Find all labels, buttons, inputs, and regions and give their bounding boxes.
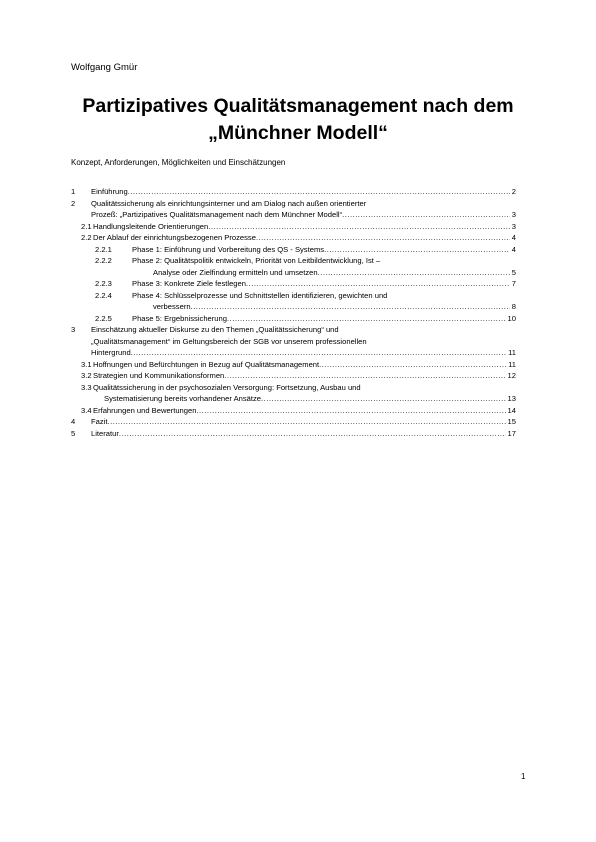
toc-page-number: 7	[511, 279, 516, 288]
toc-entry-number: 2.2.4	[95, 290, 112, 300]
toc-entry[interactable]	[71, 416, 516, 428]
toc-entry-number: 2.2	[81, 233, 92, 242]
toc-leader-dots	[128, 187, 510, 196]
toc-page-number: 12	[507, 371, 516, 380]
toc-entry-text: Hintergrund	[91, 348, 131, 357]
toc-page-number: 10	[507, 313, 516, 323]
toc-entry[interactable]	[71, 405, 516, 417]
toc-leader-dots	[224, 371, 505, 380]
toc-entry-number: 3	[71, 325, 76, 334]
toc-leader-dots	[256, 233, 510, 242]
toc-entry-text: „Qualitätsmanagement“ im Geltungsbereich der SGB vor unserem professionellen	[91, 336, 367, 346]
toc-entry-number: 2.2.3	[95, 279, 112, 288]
toc-entry-text: Einschätzung aktueller Diskurse zu den Themen „Qualitätssicherung“ und	[91, 325, 339, 334]
subtitle: Konzept, Anforderungen, Möglichkeiten und Einschätzungen	[71, 158, 286, 167]
toc-leader-dots	[227, 314, 506, 323]
toc-entry[interactable]	[71, 428, 516, 440]
toc-entry-text: Handlungsleitende Orientierungen	[93, 221, 209, 231]
toc-page-number: 5	[511, 267, 516, 277]
toc-entry-text: Phase 5: Ergebnissicherung	[132, 313, 227, 323]
toc-leader-dots	[191, 302, 510, 311]
toc-entry[interactable]	[71, 221, 516, 233]
toc-entry-number: 2.1	[81, 221, 92, 231]
toc-entry-number: 2.2.1	[95, 244, 112, 254]
toc-entry-text: Phase 2: Qualitätspolitik entwickeln, Priorität von Leitbildentwicklung, Ist –	[132, 256, 381, 265]
toc-entry[interactable]	[71, 255, 516, 278]
toc-entry[interactable]	[71, 198, 516, 221]
toc-entry-number: 3.4	[81, 405, 92, 415]
title-line-2: „Münchner Modell“	[208, 122, 388, 144]
toc-entry-number: 4	[71, 417, 76, 426]
toc-entry[interactable]	[71, 324, 516, 359]
toc-page-number: 14	[507, 405, 516, 415]
toc-entry-number: 3.2	[81, 371, 92, 380]
toc-page-number: 17	[507, 428, 516, 438]
toc-leader-dots	[318, 268, 510, 277]
toc-leader-dots	[208, 222, 510, 231]
toc-entry-text: Einführung	[91, 187, 128, 196]
title-line-1: Partizipatives Qualitätsmanagement nach dem	[82, 95, 514, 117]
toc-page-number: 13	[507, 394, 516, 403]
toc-entry-text: Analyse oder Zielfindung ermitteln und umsetzen	[153, 267, 318, 277]
toc-entry[interactable]	[71, 290, 516, 313]
toc-entry-text: Hoffnungen und Befürchtungen in Bezug auf Qualitätsmanagement	[93, 359, 320, 369]
toc-leader-dots	[342, 210, 510, 219]
toc-entry-text: Literatur	[91, 428, 119, 438]
toc-entry-text: Systematisierung bereits vorhandener Ansätze	[104, 394, 262, 403]
toc-page-number: 4	[511, 233, 516, 242]
toc-page-number: 11	[508, 359, 516, 369]
toc-page-number: 3	[511, 210, 516, 219]
toc-page-number: 2	[511, 187, 516, 196]
toc-entry[interactable]	[71, 186, 516, 198]
toc-leader-dots	[119, 429, 506, 438]
toc-entry-text: Der Ablauf der einrichtungsbezogenen Prozesse	[93, 233, 256, 242]
toc-page-number: 3	[511, 221, 516, 231]
toc-entry-text: Phase 4: Schlüsselprozesse und Schnittstellen identifizieren, gewichten und	[132, 290, 388, 300]
toc-entry-text: Qualitätssicherung in der psychosozialen Versorgung: Fortsetzung, Ausbau und	[93, 382, 361, 392]
toc-entry-number: 3.1	[81, 359, 92, 369]
toc-entry-text: Strategien und Kommunikationsformen	[93, 371, 225, 380]
toc-page-number: 15	[507, 417, 516, 426]
toc-entry-number: 2.2.5	[95, 313, 112, 323]
author: Wolfgang Gmür	[71, 62, 138, 73]
toc-entry-text: Prozeß: „Partizipatives Qualitätsmanagement nach dem Münchner Modell“	[91, 210, 343, 219]
toc-entry[interactable]	[71, 382, 516, 405]
toc-entry-text: verbessern	[153, 302, 191, 311]
toc-leader-dots	[131, 348, 506, 357]
page-number: 1	[521, 772, 526, 781]
toc-entry-text: Phase 1: Einführung und Vorbereitung des QS - Systems	[132, 244, 325, 254]
toc-entry-text: Qualitätssicherung als einrichtungsinterner und am Dialog nach außen orientierter	[91, 198, 367, 208]
toc-leader-dots	[196, 406, 505, 415]
toc-leader-dots	[246, 279, 510, 288]
toc-entry-text: Erfahrungen und Bewertungen	[93, 405, 197, 415]
toc-page-number: 8	[511, 302, 516, 311]
toc-entry-number: 2	[71, 198, 76, 208]
toc-entry-text: Phase 3: Konkrete Ziele festlegen	[132, 279, 246, 288]
toc-entry[interactable]	[71, 232, 516, 244]
toc-leader-dots	[319, 360, 506, 369]
toc-entry[interactable]	[71, 359, 516, 371]
toc-entry-text: Fazit	[91, 417, 108, 426]
toc-leader-dots	[107, 417, 505, 426]
toc-entry-number: 2.2.2	[95, 256, 112, 265]
toc-entry[interactable]	[71, 278, 516, 290]
toc-page-number: 4	[511, 244, 516, 254]
document-title	[40, 93, 556, 147]
toc-entry[interactable]	[71, 244, 516, 256]
toc-entry-number: 3.3	[81, 382, 92, 392]
table-of-contents	[71, 186, 516, 439]
toc-leader-dots	[324, 245, 510, 254]
toc-entry[interactable]	[71, 313, 516, 325]
toc-leader-dots	[261, 394, 506, 403]
toc-entry-number: 5	[71, 428, 76, 438]
toc-entry[interactable]	[71, 370, 516, 382]
toc-entry-number: 1	[71, 187, 76, 196]
toc-page-number: 11	[508, 348, 516, 357]
